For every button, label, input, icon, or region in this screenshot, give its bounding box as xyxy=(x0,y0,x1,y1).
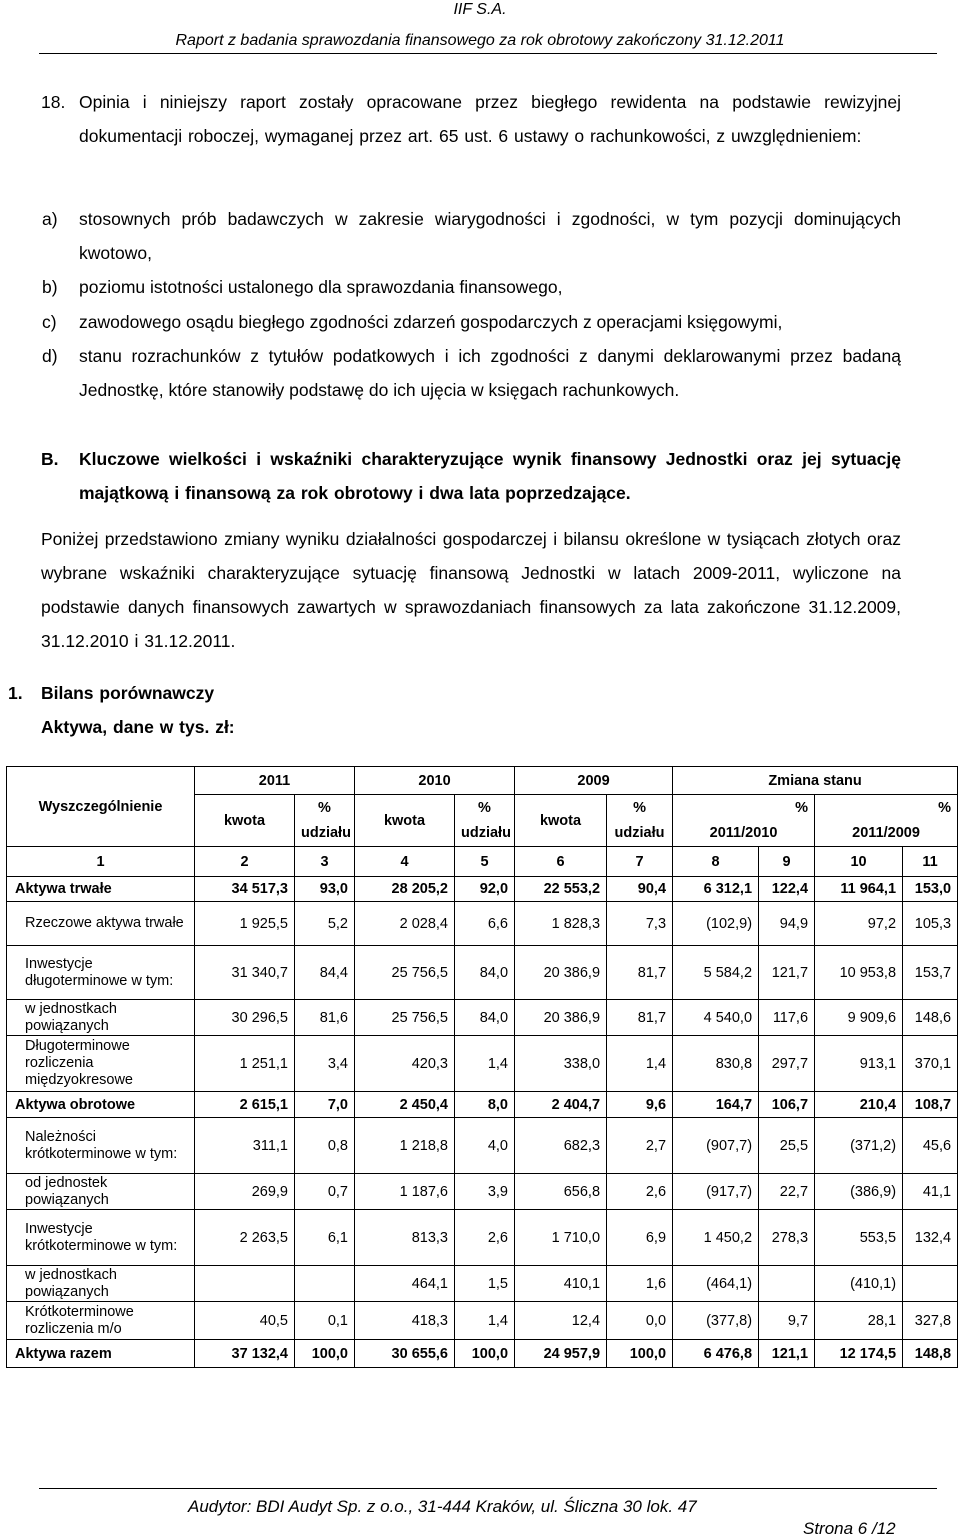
item-18-text: Opinia i niniejszy raport zostały opracowane przez biegłego rewidenta na podstawie rewizyjnej dokumentacji roboczej, wymaganej przez art. 65 ust. 6 ustawy o rachunkowości, z uwzględnieniem: xyxy=(79,92,901,146)
column-number-5: 5 xyxy=(455,847,515,877)
table-cell: 25,5 xyxy=(759,1118,815,1174)
table-cell: 1 710,0 xyxy=(515,1210,607,1266)
header-subtitle: Raport z badania sprawozdania finansowego za rok obrotowy zakończony 31.12.2011 xyxy=(175,32,785,49)
table-cell: 370,1 xyxy=(903,1036,958,1092)
column-number-3: 3 xyxy=(295,847,355,877)
header-year-2011: 2011 xyxy=(195,767,355,795)
table-cell: 7,0 xyxy=(295,1092,355,1118)
table-row xyxy=(7,1266,958,1302)
table-cell: 41,1 xyxy=(903,1174,958,1210)
table-cell: 108,7 xyxy=(903,1092,958,1118)
table-cell: 84,4 xyxy=(295,946,355,1000)
column-number-4: 4 xyxy=(355,847,455,877)
table-cell: 81,7 xyxy=(607,946,673,1000)
row-label: Długoterminowe rozliczenia międzyokresowe xyxy=(7,1036,195,1092)
table-cell: 1,4 xyxy=(607,1036,673,1092)
table-cell: 2 028,4 xyxy=(355,902,455,946)
row-label: Inwestycje długoterminowe w tym: xyxy=(7,946,195,1000)
table-cell: 148,8 xyxy=(903,1340,958,1368)
table-cell: 2 615,1 xyxy=(195,1092,295,1118)
table-cell xyxy=(903,1266,958,1302)
row-label: Należności krótkoterminowe w tym: xyxy=(7,1118,195,1174)
column-number-10: 10 xyxy=(815,847,903,877)
table-cell: 813,3 xyxy=(355,1210,455,1266)
table-row xyxy=(7,1302,958,1340)
column-number-9: 9 xyxy=(759,847,815,877)
table-cell: 106,7 xyxy=(759,1092,815,1118)
table-cell: 830,8 xyxy=(673,1036,759,1092)
table-cell: 9 909,6 xyxy=(815,1000,903,1036)
item-18-number: 18. xyxy=(41,92,66,112)
table-cell: 278,3 xyxy=(759,1210,815,1266)
column-number-11: 11 xyxy=(903,847,958,877)
table-cell: 6 476,8 xyxy=(673,1340,759,1368)
table-row xyxy=(7,946,958,1000)
table-row xyxy=(7,1210,958,1266)
table-cell: 2,6 xyxy=(607,1174,673,1210)
header-udzialu-2011: udziału xyxy=(295,821,355,847)
table-cell: 3,4 xyxy=(295,1036,355,1092)
list-item-c: zawodowego osądu biegłego zgodności zdarzeń gospodarczych z operacjami księgowymi, xyxy=(79,312,783,332)
table-cell: (102,9) xyxy=(673,902,759,946)
table-cell: 1,4 xyxy=(455,1302,515,1340)
subsection-subtitle: Aktywa, dane w tys. zł: xyxy=(41,717,235,737)
table-cell: 100,0 xyxy=(455,1340,515,1368)
header-change: Zmiana stanu xyxy=(673,767,958,795)
table-row xyxy=(7,1340,958,1368)
table-cell: 656,8 xyxy=(515,1174,607,1210)
table-cell: 148,6 xyxy=(903,1000,958,1036)
table-cell: 93,0 xyxy=(295,877,355,902)
table-cell: (410,1) xyxy=(815,1266,903,1302)
table-cell: 418,3 xyxy=(355,1302,455,1340)
footer-divider xyxy=(39,1488,937,1489)
column-number-1: 1 xyxy=(7,847,195,877)
section-b-label: B. xyxy=(41,449,59,469)
table-cell: 6 312,1 xyxy=(673,877,759,902)
table-cell: 11 964,1 xyxy=(815,877,903,902)
table-cell: 6,1 xyxy=(295,1210,355,1266)
table-cell: 410,1 xyxy=(515,1266,607,1302)
table-cell: 22,7 xyxy=(759,1174,815,1210)
table-cell xyxy=(195,1266,295,1302)
table-cell: 100,0 xyxy=(295,1340,355,1368)
row-label: Aktywa razem xyxy=(7,1340,195,1368)
row-label: Inwestycje krótkoterminowe w tym: xyxy=(7,1210,195,1266)
table-cell: 1,4 xyxy=(455,1036,515,1092)
header-pct-2010: % xyxy=(455,795,515,821)
row-label: Rzeczowe aktywa trwałe xyxy=(7,902,195,946)
table-cell: 100,0 xyxy=(607,1340,673,1368)
table-cell: 20 386,9 xyxy=(515,1000,607,1036)
list-item-a: stosownych prób badawczych w zakresie wiarygodności i zgodności, w tym pozycji dominujących kwotowo, xyxy=(79,209,901,263)
header-ratio-2011-2009: 2011/2009 xyxy=(815,821,958,847)
table-cell: 210,4 xyxy=(815,1092,903,1118)
table-cell: 25 756,5 xyxy=(355,946,455,1000)
table-cell: 20 386,9 xyxy=(515,946,607,1000)
table-cell: 2 450,4 xyxy=(355,1092,455,1118)
table-cell: 121,7 xyxy=(759,946,815,1000)
table-cell: 311,1 xyxy=(195,1118,295,1174)
column-number-8: 8 xyxy=(673,847,759,877)
list-label-d: d) xyxy=(42,346,58,366)
table-cell: 132,4 xyxy=(903,1210,958,1266)
table-row xyxy=(7,877,958,902)
list-label-c: c) xyxy=(42,312,57,332)
table-cell: 28,1 xyxy=(815,1302,903,1340)
table-cell: 28 205,2 xyxy=(355,877,455,902)
section-b-title: Kluczowe wielkości i wskaźniki charakteryzujące wynik finansowy Jednostki oraz jej sytuację majątkową i finansową za rok obrotowy i dwa lata poprzedzające. xyxy=(79,449,901,503)
table-cell: 327,8 xyxy=(903,1302,958,1340)
row-label: Krótkoterminowe rozliczenia m/o xyxy=(7,1302,195,1340)
table-cell: 2 263,5 xyxy=(195,1210,295,1266)
table-cell: 1 187,6 xyxy=(355,1174,455,1210)
table-cell: 9,6 xyxy=(607,1092,673,1118)
balance-sheet-table xyxy=(6,766,958,1368)
table-cell: 81,7 xyxy=(607,1000,673,1036)
table-cell: 6,9 xyxy=(607,1210,673,1266)
table-cell: 117,6 xyxy=(759,1000,815,1036)
table-cell: 553,5 xyxy=(815,1210,903,1266)
table-row xyxy=(7,1000,958,1036)
table-cell: 84,0 xyxy=(455,1000,515,1036)
table-cell: (377,8) xyxy=(673,1302,759,1340)
table-cell: (907,7) xyxy=(673,1118,759,1174)
table-cell: 90,4 xyxy=(607,877,673,902)
table-row xyxy=(7,902,958,946)
table-cell: 1 218,8 xyxy=(355,1118,455,1174)
table-cell: 1,6 xyxy=(607,1266,673,1302)
table-header-row-1 xyxy=(7,767,958,795)
table-cell: 3,9 xyxy=(455,1174,515,1210)
header-pct-2009: % xyxy=(607,795,673,821)
subsection-number: 1. xyxy=(8,683,23,703)
header-pct-r2: % xyxy=(815,795,958,821)
table-cell: 2 404,7 xyxy=(515,1092,607,1118)
column-number-6: 6 xyxy=(515,847,607,877)
header-desc: Wyszczególnienie xyxy=(7,767,195,847)
header-pct-r1: % xyxy=(673,795,815,821)
section-b-intro: Poniżej przedstawiono zmiany wyniku działalności gospodarczej i bilansu określone w tysiącach złotych oraz wybrane wskaźniki charakteryzujące sytuację finansową Jednostki w latach 2009-2011, wyliczone na podstawie danych finansowych zawartych w sprawozdaniach finansowych za lata zakończone 31.12.2009, 31.12.2010 i 31.12.2011. xyxy=(41,529,901,651)
table-cell: 2,7 xyxy=(607,1118,673,1174)
table-cell: 9,7 xyxy=(759,1302,815,1340)
list-item-b: poziomu istotności ustalonego dla sprawozdania finansowego, xyxy=(79,277,563,297)
table-cell: 4,0 xyxy=(455,1118,515,1174)
list-item-d: stanu rozrachunków z tytułów podatkowych i ich zgodności z danymi deklarowanymi przez badaną Jednostkę, które stanowiły podstawę do ich ujęcia w księgach rachunkowych. xyxy=(79,346,901,400)
table-cell: 153,7 xyxy=(903,946,958,1000)
column-number-7: 7 xyxy=(607,847,673,877)
table-cell: 5,2 xyxy=(295,902,355,946)
row-label: Aktywa obrotowe xyxy=(7,1092,195,1118)
header-year-2010: 2010 xyxy=(355,767,515,795)
table-cell: 30 655,6 xyxy=(355,1340,455,1368)
table-cell: 34 517,3 xyxy=(195,877,295,902)
list-label-b: b) xyxy=(42,277,58,297)
header-kwota-2010: kwota xyxy=(355,795,455,847)
table-cell: 84,0 xyxy=(455,946,515,1000)
header-divider xyxy=(39,53,937,54)
table-row xyxy=(7,1174,958,1210)
table-cell: 1 925,5 xyxy=(195,902,295,946)
table-cell: 0,1 xyxy=(295,1302,355,1340)
table-cell: 0,7 xyxy=(295,1174,355,1210)
list-label-a: a) xyxy=(42,209,58,229)
table-cell: 45,6 xyxy=(903,1118,958,1174)
table-cell: 94,9 xyxy=(759,902,815,946)
table-cell: 10 953,8 xyxy=(815,946,903,1000)
table-cell: 5 584,2 xyxy=(673,946,759,1000)
table-cell: 22 553,2 xyxy=(515,877,607,902)
table-cell: 0,0 xyxy=(607,1302,673,1340)
table-cell: 269,9 xyxy=(195,1174,295,1210)
header-kwota-2009: kwota xyxy=(515,795,607,847)
row-label: w jednostkach powiązanych xyxy=(7,1000,195,1036)
table-cell: 1 450,2 xyxy=(673,1210,759,1266)
table-cell: 92,0 xyxy=(455,877,515,902)
table-cell: (386,9) xyxy=(815,1174,903,1210)
table-cell: 153,0 xyxy=(903,877,958,902)
row-label: w jednostkach powiązanych xyxy=(7,1266,195,1302)
column-number-2: 2 xyxy=(195,847,295,877)
table-row xyxy=(7,1118,958,1174)
table-cell: 1,5 xyxy=(455,1266,515,1302)
header-company: IIF S.A. xyxy=(453,1,507,18)
table-cell: 24 957,9 xyxy=(515,1340,607,1368)
table-cell: 30 296,5 xyxy=(195,1000,295,1036)
table-cell: 297,7 xyxy=(759,1036,815,1092)
header-kwota-2011: kwota xyxy=(195,795,295,847)
table-cell: 7,3 xyxy=(607,902,673,946)
subsection-title: Bilans porównawczy xyxy=(41,683,215,703)
table-colnum-row xyxy=(7,847,958,877)
table-cell: 682,3 xyxy=(515,1118,607,1174)
table-cell: 40,5 xyxy=(195,1302,295,1340)
table-cell: 25 756,5 xyxy=(355,1000,455,1036)
table-cell: 1 828,3 xyxy=(515,902,607,946)
table-cell: 8,0 xyxy=(455,1092,515,1118)
table-cell: 1 251,1 xyxy=(195,1036,295,1092)
table-cell: 122,4 xyxy=(759,877,815,902)
table-cell: 12 174,5 xyxy=(815,1340,903,1368)
table-cell: 81,6 xyxy=(295,1000,355,1036)
table-cell xyxy=(295,1266,355,1302)
table-cell: 4 540,0 xyxy=(673,1000,759,1036)
footer-page-number: Strona 6 /12 xyxy=(803,1519,896,1538)
table-row xyxy=(7,1036,958,1092)
table-cell: (464,1) xyxy=(673,1266,759,1302)
table-cell: 420,3 xyxy=(355,1036,455,1092)
table-cell: 31 340,7 xyxy=(195,946,295,1000)
table-cell: 121,1 xyxy=(759,1340,815,1368)
table-cell: 164,7 xyxy=(673,1092,759,1118)
table-cell: 6,6 xyxy=(455,902,515,946)
header-pct-2011: % xyxy=(295,795,355,821)
table-cell: 338,0 xyxy=(515,1036,607,1092)
table-cell: 0,8 xyxy=(295,1118,355,1174)
table-cell: (371,2) xyxy=(815,1118,903,1174)
table-row xyxy=(7,1092,958,1118)
table-cell: 2,6 xyxy=(455,1210,515,1266)
header-ratio-2011-2010: 2011/2010 xyxy=(673,821,815,847)
table-cell: 97,2 xyxy=(815,902,903,946)
table-cell: 464,1 xyxy=(355,1266,455,1302)
header-udzialu-2010: udziału xyxy=(455,821,515,847)
header-year-2009: 2009 xyxy=(515,767,673,795)
footer-auditor: Audytor: BDI Audyt Sp. z o.o., 31-444 Kraków, ul. Śliczna 30 lok. 47 xyxy=(188,1497,697,1516)
table-cell xyxy=(759,1266,815,1302)
table-cell: (917,7) xyxy=(673,1174,759,1210)
header-udzialu-2009: udziału xyxy=(607,821,673,847)
row-label: Aktywa trwałe xyxy=(7,877,195,902)
table-cell: 105,3 xyxy=(903,902,958,946)
table-cell: 12,4 xyxy=(515,1302,607,1340)
table-cell: 913,1 xyxy=(815,1036,903,1092)
row-label: od jednostek powiązanych xyxy=(7,1174,195,1210)
table-cell: 37 132,4 xyxy=(195,1340,295,1368)
